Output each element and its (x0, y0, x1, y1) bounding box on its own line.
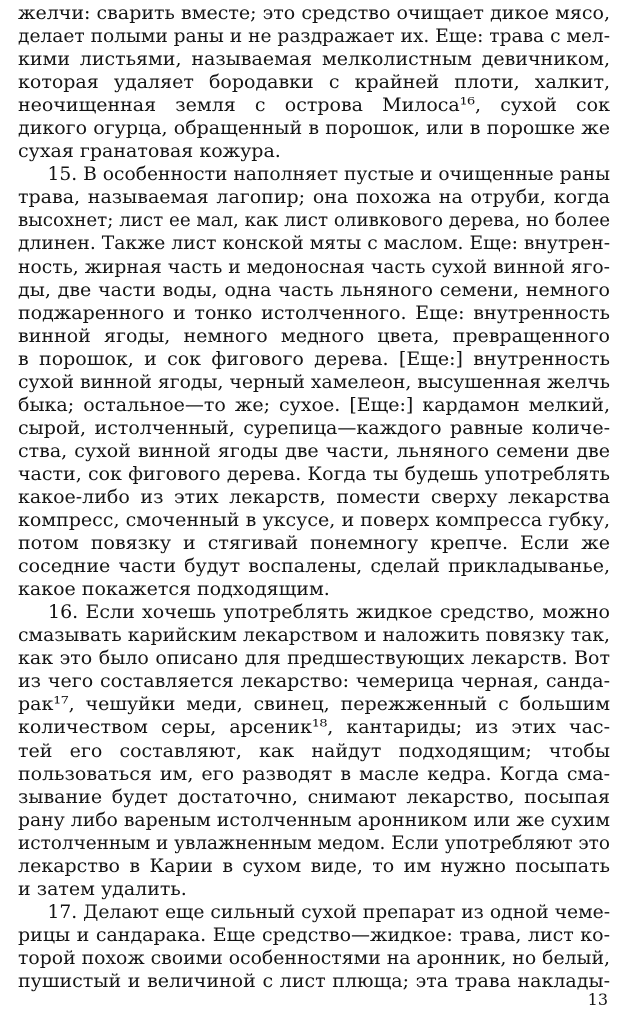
text-line: компресс, смоченный в уксусе, и поверх компресса губку, (18, 509, 610, 532)
text-line: как это было описано для предшествующих лекарств. Вот (18, 647, 610, 670)
text-line: сырой, истолченный, сурепица—каждого равные количе- (18, 416, 610, 439)
text-line: торой похож своими особенностями на аронник, но белый, (18, 946, 611, 969)
text-line: количеством серы, арсеник¹⁸, кантариды; из этих час- (18, 716, 610, 739)
text-line: части, сок фигового дерева. Когда ты будешь употреблять (18, 462, 610, 485)
text-line: рану либо вареным истолченным аронником или же сухим (18, 808, 610, 831)
paragraph-start-line: 15. В особенности наполняет пустые и очищенные раны (47, 163, 611, 186)
text-line: зывание будет достаточно, снимают лекарство, посыпая (18, 785, 610, 808)
text-line: лекарство в Карии в сухом виде, то им нужно посыпать (18, 854, 610, 877)
body-text (18, 2, 610, 993)
text-line: дикого огурца, обращенный в порошок, или в порошке же (18, 117, 610, 140)
text-line: какое покажется подходящим. (18, 578, 330, 601)
text-line: какое-либо из этих лекарств, помести сверху лекарства (18, 485, 610, 508)
page-number: 13 (587, 990, 608, 1009)
text-line: истолченным и увлажненным медом. Если употребляют это (18, 831, 610, 854)
text-line: поджаренного и тонко истолченного. Еще: внутренность (18, 301, 610, 324)
text-line: делает полыми раны и не раздражает их. Еще: трава с мел- (18, 25, 611, 48)
text-line: кими листьями, называемая мелколистным девичником, (18, 48, 610, 71)
text-line: длинен. Также лист конской мяты с маслом. Еще: внутрен- (18, 232, 611, 255)
text-line: из чего составляется лекарство: чемерица черная, санда- (18, 670, 610, 693)
text-line: в порошок, и сок фигового дерева. [Еще:] внутренность (18, 347, 610, 370)
text-line: ды, две части воды, одна часть льняного семени, немного (18, 278, 610, 301)
text-line: пушистый и величиной с лист плюща; эта трава наклады- (18, 969, 610, 992)
text-line: быка; остальное—то же; сухое. [Еще:] кардамон мелкий, (18, 393, 610, 416)
text-line: трава, называемая лагопир; она похожа на отруби, когда (18, 186, 610, 209)
text-line: рак¹⁷, чешуйки меди, свинец, пережженный с большим (18, 693, 610, 716)
text-line: рицы и сандарака. Еще средство—жидкое: трава, лист ко- (18, 923, 610, 946)
text-line: потом повязку и стягивай понемногу крепче. Если же (18, 532, 610, 555)
text-line: которая удаляет бородавки с крайней плоти, халкит, (18, 71, 610, 94)
text-line: ства, сухой винной ягоды две части, льняного семени две (18, 439, 610, 462)
paragraph-start-line: 17. Делают еще сильный сухой препарат из одной чеме- (47, 900, 611, 923)
text-line: тей его составляют, как найдут подходящим; чтобы (18, 739, 610, 762)
text-line: соседние части будут воспалены, сделай прикладыванье, (18, 555, 610, 578)
text-line: ность, жирная часть и медоносная часть сухой винной яго- (18, 255, 611, 278)
text-line: сухая гранатовая кожура. (18, 140, 281, 163)
text-line: высохнет; лист ее мал, как лист оливкового дерева, но более (18, 209, 611, 232)
paragraph-start-line: 16. Если хочешь употреблять жидкое средство, можно (48, 601, 610, 624)
text-line: желчи: сварить вместе; это средство очищает дикое мясо, (18, 2, 610, 24)
text-line: пользоваться им, его разводят в масле кедра. Когда сма- (18, 762, 610, 785)
text-line: неочищенная земля с острова Милоса¹⁶, сухой сок (18, 94, 610, 117)
text-line: винной ягоды, немного медного цвета, превращенного (18, 324, 610, 347)
text-line: смазывать карийским лекарством и наложить повязку так, (18, 624, 611, 647)
text-line: и затем удалить. (18, 877, 187, 900)
text-line: сухой винной ягоды, черный хамелеон, высушенная желчь (18, 370, 611, 393)
